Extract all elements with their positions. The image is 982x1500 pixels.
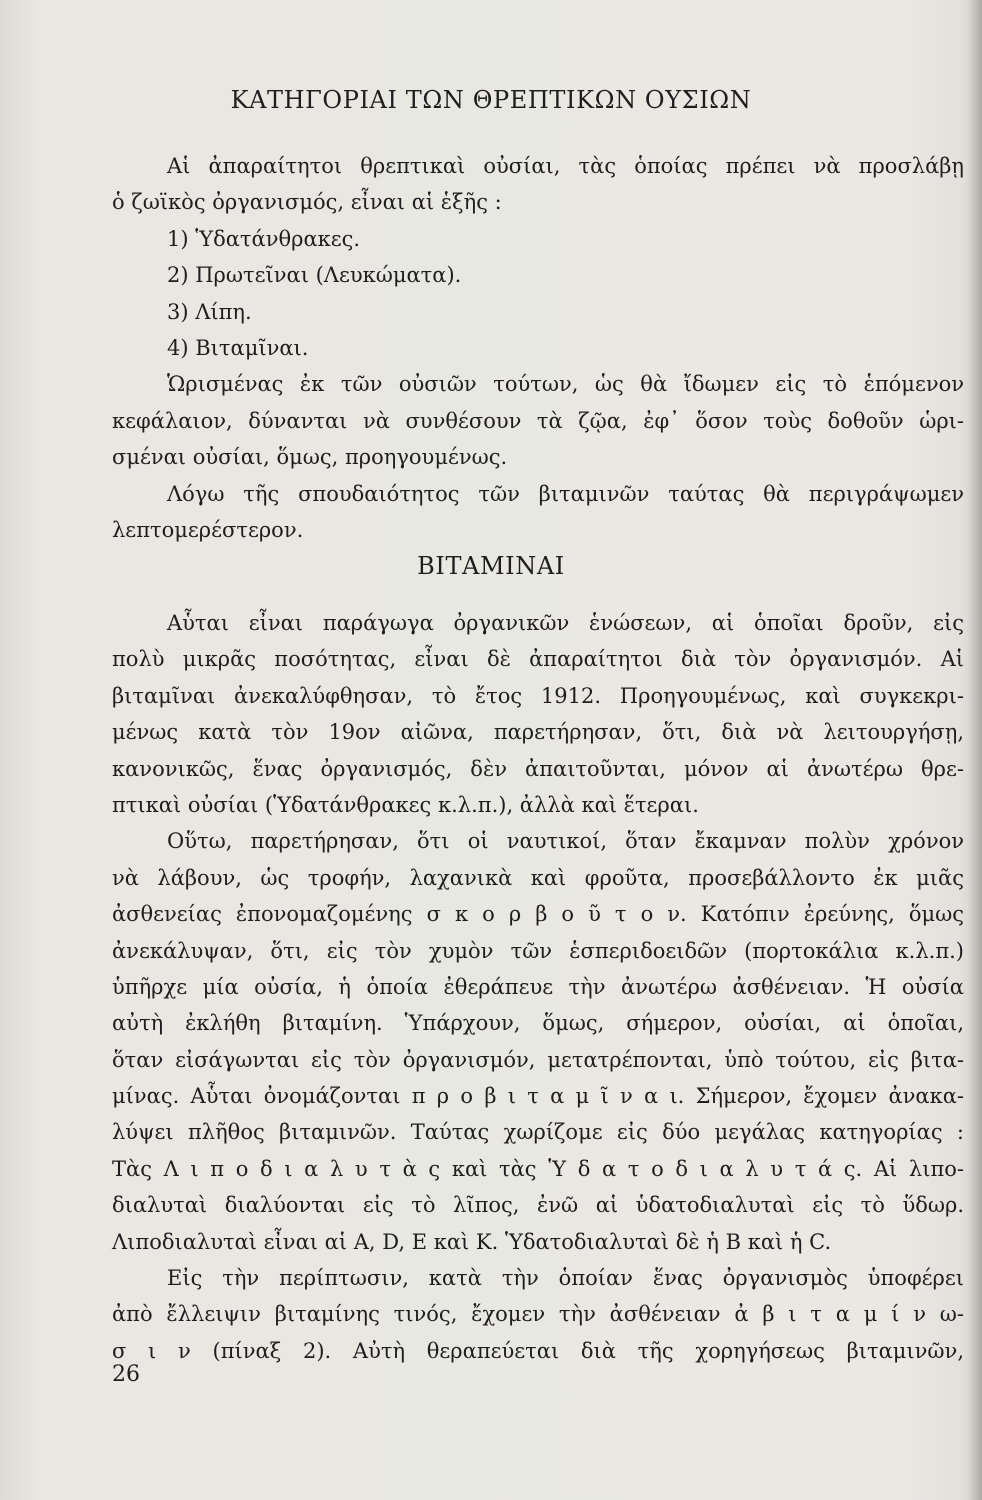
text-line: ἀπὸ ἔλλειψιν βιταμίνης τινός, ἔχομεν τὴν ἀσθένειαν ἀ β ι τ α μ ί ν ω- xyxy=(112,1302,964,1327)
text-line: Λιποδιαλυταὶ εἶναι αἱ A, D, E καὶ K. Ὑδατοδιαλυταὶ δὲ ἡ B καὶ ἡ C. xyxy=(112,1229,832,1254)
text-line: αὐτὴ ἐκλήθη βιταμίνη. Ὑπάρχουν, ὅμως, σήμερον, οὐσίαι, αἱ ὁποῖαι, xyxy=(112,1011,964,1036)
text-line: ὅταν εἰσάγωνται εἰς τὸν ὀργανισμόν, μετατρέπονται, ὑπὸ τούτου, εἰς βιτα- xyxy=(112,1047,964,1072)
text-line: σ ι ν (πίναξ 2). Αὐτὴ θεραπεύεται διὰ τῆς χορηγήσεως βιταμινῶν, xyxy=(112,1338,964,1363)
list-item: 2) Πρωτεῖναι (Λευκώματα). xyxy=(167,263,462,288)
page-number: 26 xyxy=(112,1362,140,1387)
list-item: 3) Λίπη. xyxy=(167,299,252,324)
text-line: ὑπῆρχε μία οὐσία, ἡ ὁποία ἐθεράπευε τὴν ἀνωτέρω ἀσθένειαν. Ἡ οὐσία xyxy=(112,974,964,999)
text-line: ἀνεκάλυψαν, ὅτι, εἰς τὸν χυμὸν τῶν ἑσπεριδοειδῶν (πορτοκάλια κ.λ.π.) xyxy=(112,938,964,963)
text-line: πολὺ μικρᾶς ποσότητας, εἶναι δὲ ἀπαραίτητοι διὰ τὸν ὀργανισμόν. Αἱ xyxy=(112,647,964,672)
list-item: 1) Ὑδατάνθρακες. xyxy=(167,226,361,251)
section-one-text xyxy=(112,148,964,548)
text-line: μένως κατὰ τὸν 19ον αἰῶνα, παρετήρησαν, ὅτι, διὰ νὰ λειτουργήσῃ, xyxy=(112,720,964,745)
text-line: σμέναι οὐσίαι, ὅμως, προηγουμένως. xyxy=(112,445,508,470)
text-line: Ὡρισμένας ἐκ τῶν οὐσιῶν τούτων, ὡς θὰ ἴδωμεν εἰς τὸ ἑπόμενον xyxy=(167,372,964,397)
text-line: λεπτομερέστερον. xyxy=(112,517,304,542)
chapter-heading: ΚΑΤΗΓΟΡΙΑΙ ΤΩΝ ΘΡΕΠΤΙΚΩΝ ΟΥΣΙΩΝ xyxy=(230,86,752,114)
text-line: ἀσθενείας ἐπονομαζομένης σ κ ο ρ β ο ῦ τ ο ν. Κατόπιν ἐρεύνης, ὅμως xyxy=(112,902,964,927)
section-two-text xyxy=(112,605,964,1369)
list-item: 4) Βιταμῖναι. xyxy=(167,335,309,360)
text-line: ὁ ζωϊκὸς ὀργανισμός, εἶναι αἱ ἑξῆς : xyxy=(112,190,502,215)
text-line: Εἰς τὴν περίπτωσιν, κατὰ τὴν ὁποίαν ἕνας ὀργανισμὸς ὑποφέρει xyxy=(167,1266,964,1291)
text-line: βιταμῖναι ἀνεκαλύφθησαν, τὸ ἔτος 1912. Προηγουμένως, καὶ συγκεκρι- xyxy=(112,683,964,708)
text-line: Λόγω τῆς σπουδαιότητος τῶν βιταμινῶν ταύτας θὰ περιγράψωμεν xyxy=(167,481,964,506)
text-line: λύψει πλῆθος βιταμινῶν. Ταύτας χωρίζομε εἰς δύο μεγάλας κατηγορίας : xyxy=(112,1120,964,1145)
text-line: πτικαὶ οὐσίαι (Ὑδατάνθρακες κ.λ.π.), ἀλλὰ καὶ ἕτεραι. xyxy=(112,792,699,817)
text-line: Τὰς Λ ι π ο δ ι α λ υ τ ὰ ς καὶ τὰς Ὑ δ α τ ο δ ι α λ υ τ ά ς. Αἱ λιπο- xyxy=(112,1156,964,1181)
text-line: Αὗται εἶναι παράγωγα ὀργανικῶν ἑνώσεων, αἱ ὁποῖαι δροῦν, εἰς xyxy=(167,611,964,635)
page-edge-shadow xyxy=(968,0,982,1500)
section-subheading: ΒΙΤΑΜΙΝΑΙ xyxy=(417,552,565,580)
text-line: διαλυταὶ διαλύονται εἰς τὸ λῖπος, ἐνῶ αἱ ὑδατοδιαλυταὶ εἰς τὸ ὕδωρ. xyxy=(112,1193,964,1218)
text-line: κεφάλαιον, δύνανται νὰ συνθέσουν τὰ ζῷα, ἐφ᾽ ὅσον τοὺς δοθοῦν ὡρι- xyxy=(112,408,964,433)
text-line: μίνας. Αὗται ὀνομάζονται π ρ ο β ι τ α μ ῖ ν α ι. Σήμερον, ἔχομεν ἀνακα- xyxy=(112,1084,964,1109)
text-line: νὰ λάβουν, ὡς τροφήν, λαχανικὰ καὶ φροῦτα, προσεβάλλοντο ἐκ μιᾶς xyxy=(112,865,964,890)
text-line: Αἱ ἀπαραίτητοι θρεπτικαὶ οὐσίαι, τὰς ὁποίας πρέπει νὰ προσλάβῃ xyxy=(167,154,964,178)
text-line: κανονικῶς, ἕνας ὀργανισμός, δὲν ἀπαιτοῦνται, μόνον αἱ ἀνωτέρω θρε- xyxy=(112,756,964,781)
text-line: Οὕτω, παρετήρησαν, ὅτι οἱ ναυτικοί, ὅταν ἔκαμναν πολὺν χρόνον xyxy=(167,829,964,854)
